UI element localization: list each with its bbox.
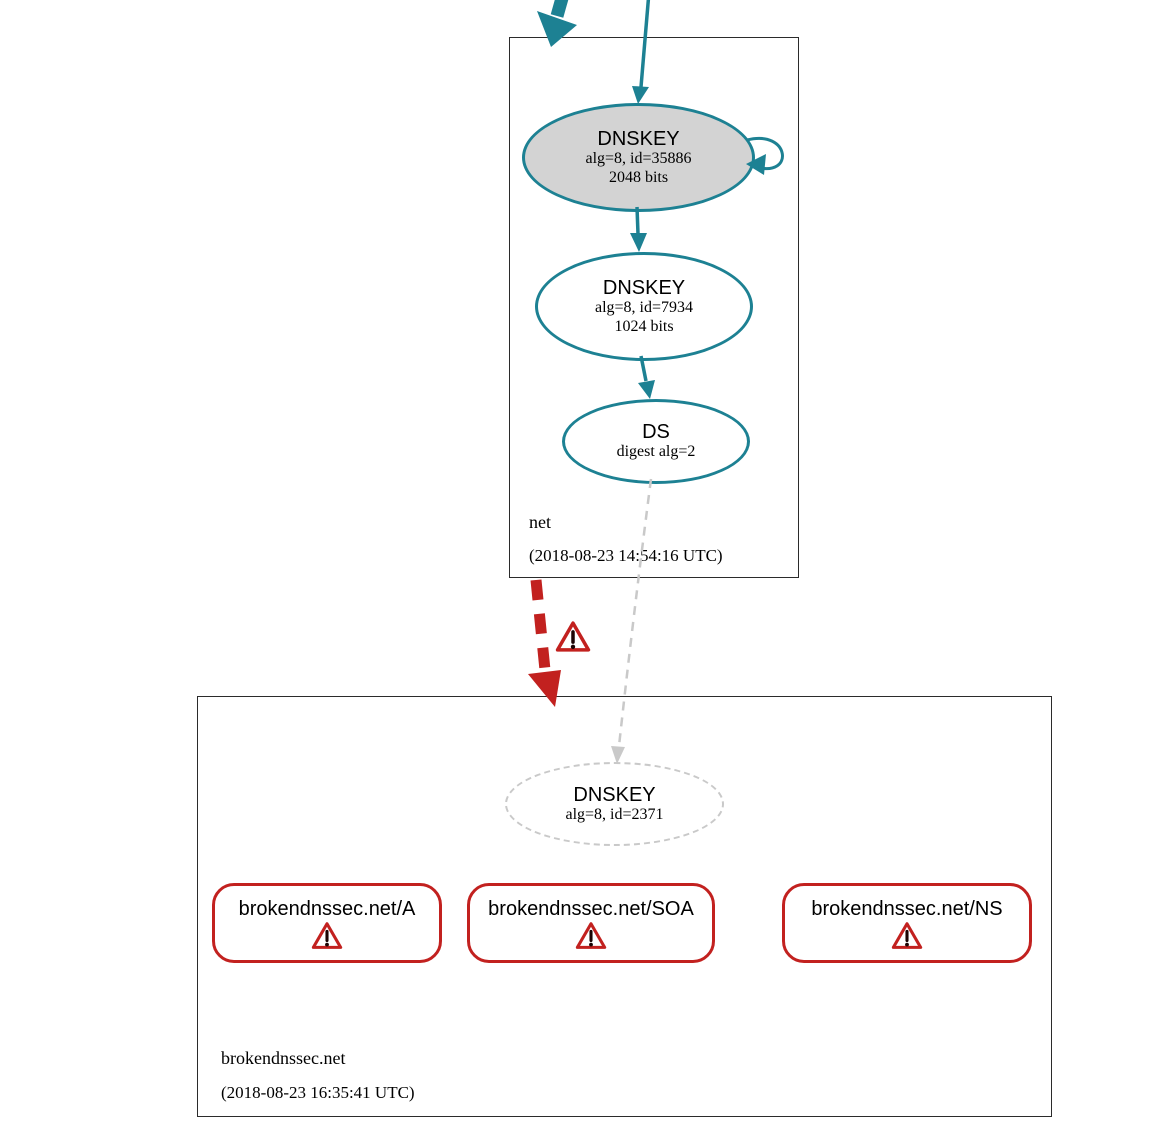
- node-title: DNSKEY: [573, 783, 656, 806]
- node-broken-dnskey-missing: [505, 762, 724, 846]
- node-net-ds: [562, 399, 750, 484]
- node-detail: digest alg=2: [616, 443, 696, 461]
- node-title: DNSKEY: [597, 128, 680, 150]
- warning-icon: [574, 921, 608, 951]
- node-key-size: 1024 bits: [614, 317, 674, 335]
- node-detail: alg=8, id=7934: [594, 299, 694, 316]
- zone-name-brokendnssec-net: brokendnssec.net: [221, 1048, 346, 1068]
- rrset-brokendnssec-net-ns: [782, 883, 1032, 963]
- node-key-size: 2048 bits: [608, 168, 669, 186]
- node-title: DS: [642, 421, 670, 444]
- zone-name-net: net: [529, 512, 551, 532]
- rrset-label: brokendnssec.net/NS: [811, 897, 1003, 920]
- node-detail: alg=8, id=35886: [585, 150, 692, 167]
- node-title: DNSKEY: [602, 277, 686, 299]
- rrset-brokendnssec-net-soa: [467, 883, 715, 963]
- zone-timestamp-brokendnssec-net: (2018-08-23 16:35:41 UTC): [221, 1083, 415, 1102]
- node-net-zsk-dnskey: [535, 252, 753, 361]
- node-detail: alg=8, id=2371: [565, 805, 664, 823]
- rrset-label: brokendnssec.net/A: [238, 897, 416, 920]
- warning-icon: [890, 921, 924, 951]
- warning-icon: [310, 921, 344, 951]
- rrset-label: brokendnssec.net/SOA: [488, 897, 694, 920]
- node-net-ksk-dnskey: [522, 103, 755, 212]
- rrset-brokendnssec-net-a: [212, 883, 442, 963]
- warning-icon: [554, 620, 592, 654]
- zone-timestamp-net: (2018-08-23 14:54:16 UTC): [529, 546, 723, 565]
